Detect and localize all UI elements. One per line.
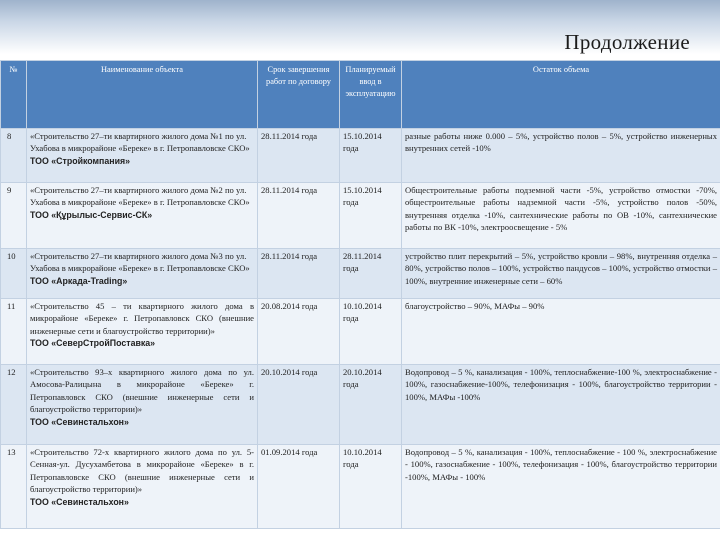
object-name: «Строительство 27–ти квартирного жилого дома №2 по ул. Ухабова в микрорайоне «Береке» в г. Петропавловске СКО» — [30, 185, 250, 208]
header-name: Наименование объекта — [27, 61, 258, 129]
header-no: № — [1, 61, 27, 129]
object-name-cell — [27, 129, 258, 183]
planned-cell: 10.10.2014 года — [340, 445, 402, 529]
row-number: 8 — [1, 129, 27, 183]
remaining-cell: разные работы ниже 0.000 – 5%, устройство полов – 5%, устройство инженерных внутренних сетей -10% — [402, 129, 720, 183]
table-row — [1, 183, 720, 249]
object-name-cell — [27, 445, 258, 529]
header-deadline: Срок завершения работ по договору — [258, 61, 340, 129]
object-name: «Строительство 93–х квартирного жилого дома по ул. Амосова-Ралицына в микрорайоне «Береке» г. Петропавловск СКО (внешние инженерные сети и благоустройство территории)» — [30, 367, 254, 415]
remaining-cell: Водопровод – 5 %, канализация - 100%, теплоснабжение - 100 %, электроснабжение - 100%, газоснабжение - 100%, телефонизация - 100%, благоустройство территории -100%, МАФы - 100% — [402, 445, 720, 529]
planned-cell: 15.10.2014 года — [340, 183, 402, 249]
row-number: 10 — [1, 249, 27, 299]
object-name: «Строительство 45 – ти квартирного жилого дома в микрорайоне «Береке» г. Петропавловск СКО (внешние инженерные сети и благоустройство территории)» — [30, 301, 254, 336]
table-header-row — [1, 61, 720, 129]
object-name-cell — [27, 299, 258, 365]
table-row — [1, 365, 720, 445]
deadline-cell: 01.09.2014 года — [258, 445, 340, 529]
deadline-cell: 28.11.2014 года — [258, 249, 340, 299]
table-row — [1, 249, 720, 299]
header-remaining: Остаток объема — [402, 61, 720, 129]
planned-cell: 20.10.2014 года — [340, 365, 402, 445]
contractor-name: ТОО «СеверСтройПоставка» — [30, 338, 156, 349]
contractor-name: ТОО «Аркада-Trading» — [30, 275, 128, 286]
remaining-cell: Водопровод – 5 %, канализация - 100%, теплоснабжение-100 %, электроснабжение - 100%, газоснабжение-100%, телефонизация - 100%, благоустройство территории - 100%, МАФы -100% — [402, 365, 720, 445]
remaining-cell: устройство плит перекрытий – 5%, устройство кровли – 98%, внутренняя отделка – 80%, устройство полов – 100%, устройство пандусов – 100%, устройство отмостки – 100%, внутренние инженерные сети – 60% — [402, 249, 720, 299]
objects-table — [0, 60, 720, 529]
object-name: «Строительство 27–ти квартирного жилого дома №3 по ул. Ухабова в микрорайоне «Береке» в г. Петропавловске СКО» — [30, 251, 250, 274]
object-name: «Строительство 72-х квартирного жилого дома по ул. 5-Сенная-ул. Дусухамбетова в микрорайоне «Береке» в г. Петропавловске СКО (внешние инженерные сети и благоустройство территории)» — [30, 447, 254, 495]
remaining-cell: благоустройство – 90%, МАФы – 90% — [402, 299, 720, 365]
planned-cell: 10.10.2014 года — [340, 299, 402, 365]
row-number: 12 — [1, 365, 27, 445]
contractor-name: ТОО «Құрылыс-Сервис-СК» — [30, 209, 153, 220]
objects-table-container — [0, 60, 720, 540]
contractor-name: ТОО «Севинстальхон» — [30, 496, 129, 507]
deadline-cell: 20.08.2014 года — [258, 299, 340, 365]
object-name-cell — [27, 249, 258, 299]
remaining-cell: Общестроительные работы подземной части -5%, устройство отмостки -70%, общестроительные работы надземной части -5%, устройство полов -50%, внутренняя отделка -10%, сантехнические работы по ОВ -10%, сантехнические работы по ВК -10%, электроосвещение - 5% — [402, 183, 720, 249]
object-name: «Строительство 27–ти квартирного жилого дома №1 по ул. Ухабова в микрорайоне «Береке» в г. Петропавловске СКО» — [30, 131, 250, 154]
deadline-cell: 28.11.2014 года — [258, 129, 340, 183]
row-number: 11 — [1, 299, 27, 365]
contractor-name: ТОО «Севинстальхон» — [30, 416, 129, 427]
table-row — [1, 445, 720, 529]
deadline-cell: 28.11.2014 года — [258, 183, 340, 249]
header-planned: Планируемый ввод в эксплуатацию — [340, 61, 402, 129]
table-row — [1, 299, 720, 365]
object-name-cell — [27, 183, 258, 249]
contractor-name: ТОО «Стройкомпания» — [30, 155, 130, 166]
planned-cell: 28.11.2014 года — [340, 249, 402, 299]
row-number: 9 — [1, 183, 27, 249]
row-number: 13 — [1, 445, 27, 529]
deadline-cell: 20.10.2014 года — [258, 365, 340, 445]
slide-title: Продолжение — [564, 30, 690, 54]
planned-cell: 15.10.2014 года — [340, 129, 402, 183]
object-name-cell — [27, 365, 258, 445]
table-row — [1, 129, 720, 183]
